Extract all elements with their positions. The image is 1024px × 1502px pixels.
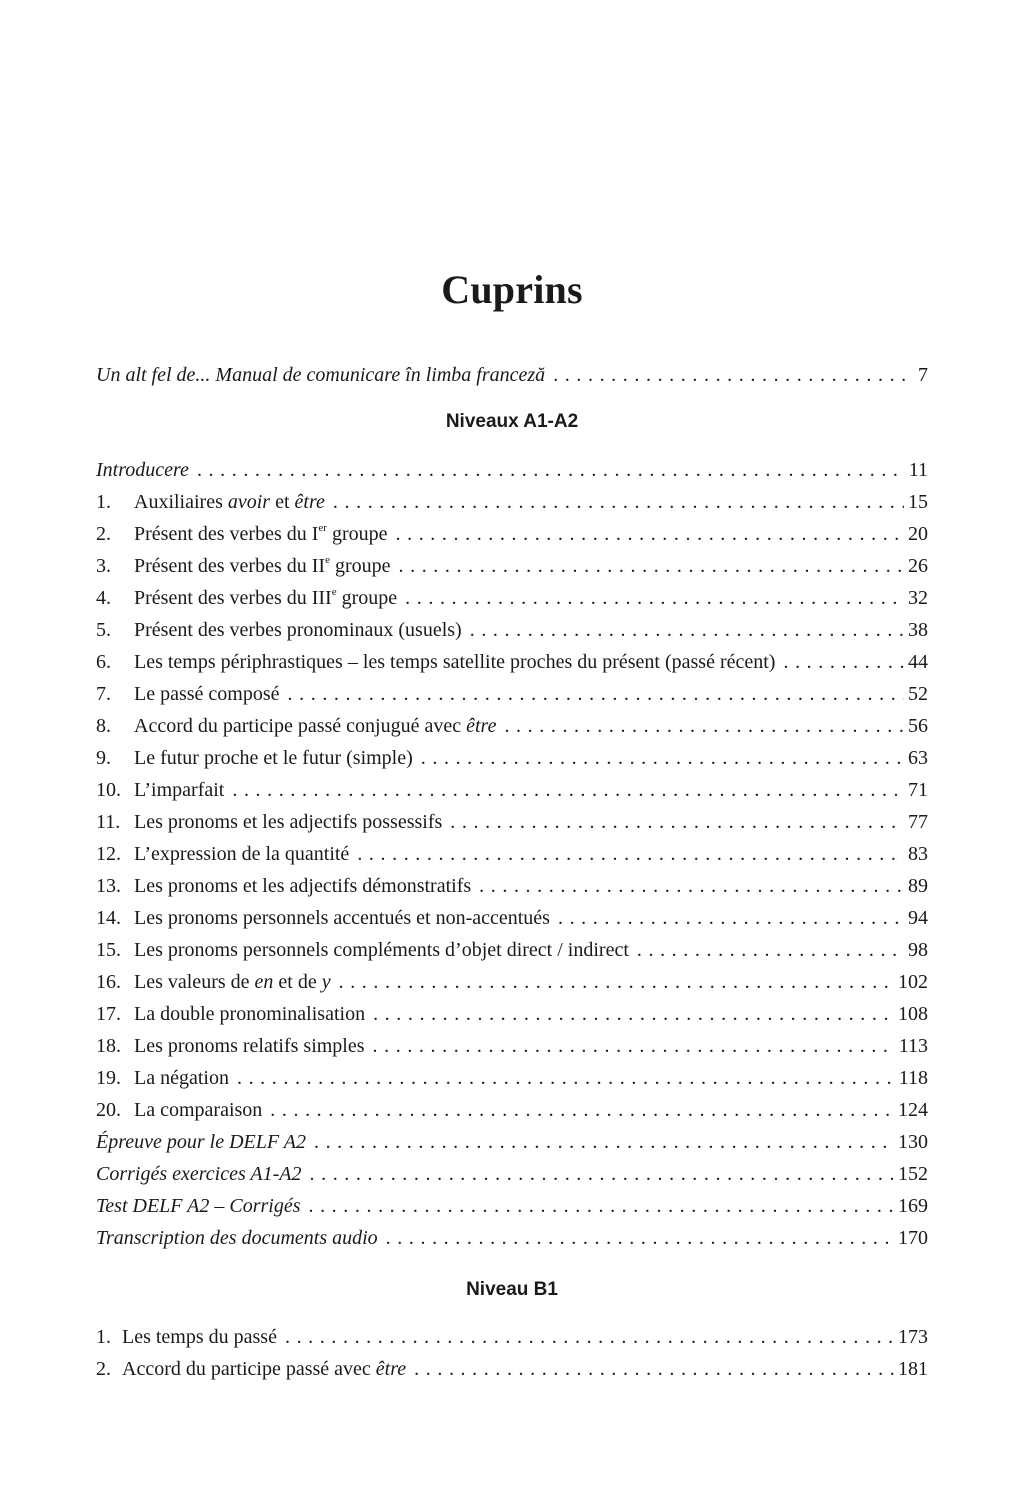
dot-leader <box>479 871 904 901</box>
toc-entry-label: Les pronoms et les adjectifs démonstratifs <box>134 875 472 897</box>
toc-entry-number: 8. <box>96 715 111 737</box>
toc-entry-label: Présent des verbes du IIIe groupe <box>134 586 398 609</box>
toc-entry-label: Les temps du passé <box>122 1326 277 1348</box>
toc-entry[interactable] <box>96 1095 928 1125</box>
toc-entry-label: Corrigés exercices A1-A2 <box>96 1163 302 1185</box>
toc-page-number: 169 <box>898 1195 928 1217</box>
toc-entry-number: 17. <box>96 1003 121 1025</box>
toc-entry[interactable] <box>96 807 928 837</box>
toc-page-number: 130 <box>898 1131 928 1153</box>
toc-page-number: 113 <box>898 1035 928 1057</box>
toc-entry-label: Le futur proche et le futur (simple) <box>134 747 413 769</box>
toc-entry[interactable] <box>96 999 928 1029</box>
toc-entry-number: 20. <box>96 1099 121 1121</box>
dot-leader <box>197 455 905 485</box>
toc-page-number: 11 <box>908 459 928 481</box>
toc-page-number: 94 <box>908 907 928 929</box>
toc-entry[interactable] <box>96 647 928 677</box>
toc-entry-number: 2. <box>96 523 111 545</box>
toc-entry-label: Introducere <box>96 459 189 481</box>
dot-leader <box>783 647 904 677</box>
dot-leader <box>373 1031 895 1061</box>
toc-entry-number: 13. <box>96 875 121 897</box>
toc-page-number: 63 <box>908 747 928 769</box>
toc-entry-number: 2. <box>96 1358 111 1380</box>
toc-entry[interactable] <box>96 711 928 741</box>
toc-entry-label: Les temps périphrastiques – les temps satellite proches du présent (passé récent) <box>134 651 776 673</box>
toc-page-number: 83 <box>908 843 928 865</box>
toc-entry-label: Les pronoms et les adjectifs possessifs <box>134 811 443 833</box>
toc-entry-label: Épreuve pour le DELF A2 <box>96 1131 306 1153</box>
dot-leader <box>386 1223 894 1253</box>
dot-leader <box>470 615 904 645</box>
toc-entry[interactable] <box>96 551 928 581</box>
toc-entry-number: 19. <box>96 1067 121 1089</box>
toc-entry-extra[interactable] <box>96 1159 928 1189</box>
dot-leader <box>405 583 904 613</box>
dot-leader <box>232 775 904 805</box>
toc-entry-label: Le passé composé <box>134 683 280 705</box>
toc-entry-number: 11. <box>96 811 121 833</box>
toc-page-number: 15 <box>908 491 928 513</box>
toc-page-number: 173 <box>898 1326 928 1348</box>
toc-entry-number: 9. <box>96 747 111 769</box>
toc-page-number: 20 <box>908 523 928 545</box>
toc-entry-number: 1. <box>96 491 111 513</box>
toc-entry-number: 14. <box>96 907 121 929</box>
dot-leader <box>637 935 904 965</box>
dot-leader <box>314 1127 894 1157</box>
toc-page-number: 152 <box>898 1163 928 1185</box>
toc-entry[interactable] <box>96 1031 928 1061</box>
toc-page-number: 89 <box>908 875 928 897</box>
toc-entry-label: L’expression de la quantité <box>134 843 350 865</box>
page-title: Cuprins <box>441 267 583 312</box>
toc-page-number: 26 <box>908 555 928 577</box>
toc-entry[interactable] <box>96 871 928 901</box>
toc-entry-label: La comparaison <box>134 1099 263 1121</box>
dot-leader <box>450 807 904 837</box>
section-heading-b1: Niveau B1 <box>466 1279 558 1300</box>
toc-entry[interactable] <box>96 775 928 805</box>
toc-page-number: 98 <box>908 939 928 961</box>
toc-page-number: 7 <box>918 364 928 386</box>
toc-entry-extra[interactable] <box>96 1127 928 1157</box>
dot-leader <box>399 551 905 581</box>
toc-page-number: 44 <box>908 651 928 673</box>
dot-leader <box>333 487 904 517</box>
dot-leader <box>553 360 914 390</box>
toc-entry-number: 3. <box>96 555 111 577</box>
toc-page-number: 52 <box>908 683 928 705</box>
toc-entry-number: 4. <box>96 587 111 609</box>
toc-entry-number: 5. <box>96 619 111 641</box>
toc-entry-number: 15. <box>96 939 121 961</box>
toc-page-number: 181 <box>898 1358 928 1380</box>
toc-entry-label: Auxiliaires avoir et être <box>134 491 325 513</box>
toc-entry-label: Un alt fel de... Manual de comunicare în limba franceză <box>96 364 546 386</box>
toc-entry[interactable] <box>96 583 928 613</box>
toc-entry-label: Présent des verbes du IIe groupe <box>134 554 391 577</box>
toc-entry-number: 6. <box>96 651 111 673</box>
section-heading-a1-a2: Niveaux A1-A2 <box>445 411 579 432</box>
toc-entry-number: 1. <box>96 1326 111 1348</box>
toc-entry-number: 7. <box>96 683 111 705</box>
toc-entry[interactable] <box>96 935 928 965</box>
toc-page-number: 170 <box>898 1227 928 1249</box>
dot-leader <box>270 1095 894 1125</box>
toc-entry[interactable] <box>96 967 928 997</box>
toc-entry-number: 16. <box>96 971 121 993</box>
dot-leader <box>308 1191 894 1221</box>
toc-entry[interactable] <box>96 743 928 773</box>
toc-entry[interactable] <box>96 1063 928 1093</box>
toc-entry[interactable] <box>96 519 928 549</box>
toc-entry-intro[interactable] <box>96 360 928 390</box>
dot-leader <box>285 1322 894 1352</box>
toc-entry-label: Présent des verbes pronominaux (usuels) <box>134 619 462 641</box>
toc-entry[interactable] <box>96 615 928 645</box>
toc-entry[interactable] <box>96 487 928 517</box>
toc-page-number: 108 <box>898 1003 928 1025</box>
toc-page-number: 77 <box>908 811 928 833</box>
toc-page-number: 71 <box>908 779 928 801</box>
toc-entry-label: Les valeurs de en et de y <box>134 971 331 993</box>
toc-entry-label: Accord du participe passé conjugué avec être <box>134 715 497 737</box>
toc-page-number: 102 <box>898 971 928 993</box>
toc-entry[interactable] <box>96 839 928 869</box>
toc-page-number: 38 <box>908 619 928 641</box>
toc-page-number: 32 <box>908 587 928 609</box>
dot-leader <box>504 711 904 741</box>
toc-entry-label: Test DELF A2 – Corrigés <box>96 1195 301 1217</box>
dot-leader <box>421 743 904 773</box>
toc-entry[interactable] <box>96 903 928 933</box>
toc-entry-extra[interactable] <box>96 1223 928 1253</box>
dot-leader <box>396 519 905 549</box>
toc-entry-number: 18. <box>96 1035 121 1057</box>
dot-leader <box>310 1159 895 1189</box>
toc-entry-label: Accord du participe passé avec être <box>122 1358 407 1380</box>
dot-leader <box>373 999 894 1029</box>
toc-entry-label: Les pronoms relatifs simples <box>134 1035 365 1057</box>
toc-entry-number: 12. <box>96 843 121 865</box>
toc-entry-label: L’imparfait <box>134 779 225 801</box>
dot-leader <box>288 679 904 709</box>
dot-leader <box>357 839 904 869</box>
dot-leader <box>414 1354 894 1384</box>
dot-leader <box>237 1063 895 1093</box>
toc-entry[interactable] <box>96 679 928 709</box>
toc-entry-number: 10. <box>96 779 121 801</box>
toc-entry-label: Transcription des documents audio <box>96 1227 378 1249</box>
toc-entry[interactable] <box>96 1354 928 1384</box>
toc-entry-label: Les pronoms personnels compléments d’objet direct / indirect <box>134 939 629 961</box>
toc-entry[interactable] <box>96 1322 928 1352</box>
toc-entry-introducere[interactable] <box>96 455 928 485</box>
dot-leader <box>558 903 904 933</box>
toc-entry-label: Présent des verbes du Ier groupe <box>134 522 388 545</box>
toc-page-number: 118 <box>898 1067 928 1089</box>
toc-page-number: 124 <box>898 1099 928 1121</box>
toc-page-number: 56 <box>908 715 928 737</box>
dot-leader <box>339 967 894 997</box>
toc-entry-label: La négation <box>134 1067 229 1089</box>
toc-entry-extra[interactable] <box>96 1191 928 1221</box>
toc-entry-label: La double pronominalisation <box>134 1003 366 1025</box>
toc-entry-label: Les pronoms personnels accentués et non-accentués <box>134 907 550 929</box>
